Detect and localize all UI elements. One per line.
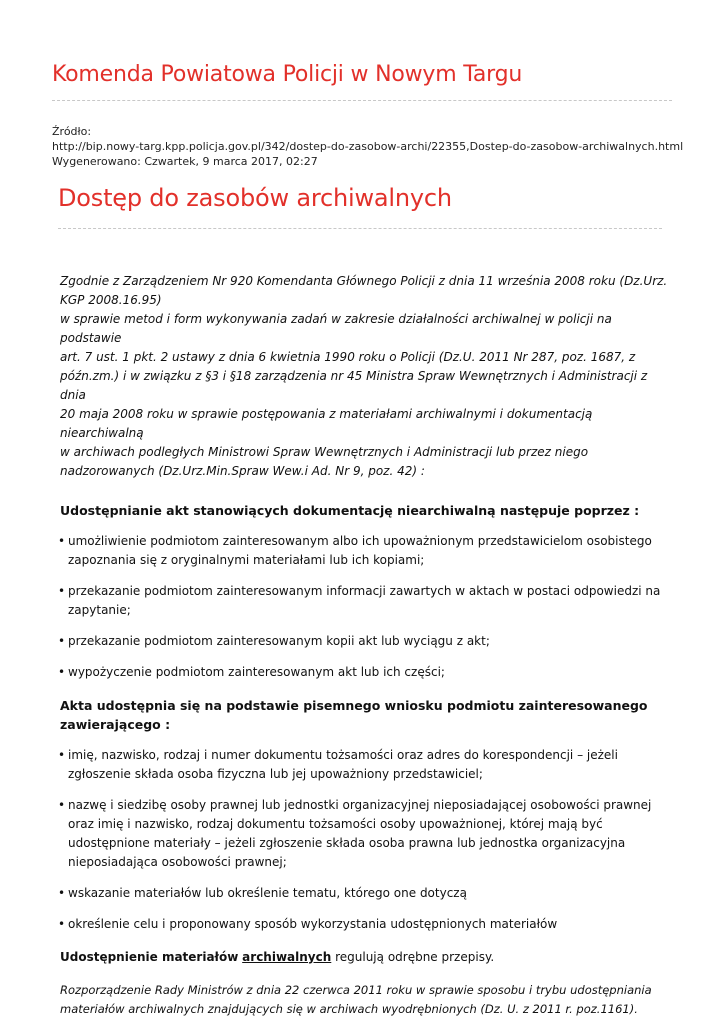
list-item-text: wskazanie materiałów lub określenie tematu, którego one dotyczą [68, 886, 467, 900]
article-content [60, 272, 670, 1019]
bullet-icon: • [58, 798, 66, 812]
list-item [60, 582, 670, 620]
archival-note-bold: Udostępnienie materiałów [60, 950, 239, 964]
list-item-text: nazwę i siedzibę osoby prawnej lub jednostki organizacyjnej nieposiadającej osobowości prawnej oraz imię i nazwisko, rodzaj dokumentu tożsamości osoby upoważnionej, której mają być udostępnione materiały – jeżeli zgłoszenie składa osoba prawna lub jednostka organizacyjna nieposiadająca osobowości prawnej; [68, 798, 652, 869]
generated-timestamp: Wygenerowano: Czwartek, 9 marca 2017, 02:27 [52, 155, 318, 168]
intro-paragraph [60, 272, 670, 481]
list-item-text: przekazanie podmiotom zainteresowanym informacji zawartych w aktach w postaci odpowiedzi na zapytanie; [68, 584, 661, 617]
title-divider [52, 100, 672, 101]
intro-line: art. 7 ust. 1 pkt. 2 ustawy z dnia 6 kwietnia 1990 roku o Policji (Dz.U. 2011 Nr 287, poz. 1687, z [60, 350, 636, 364]
intro-line: późn.zm.) i w związku z §3 i §18 zarządzenia nr 45 Ministra Spraw Wewnętrznych i Administracji z dnia [60, 369, 648, 402]
list-item-text: określenie celu i proponowany sposób wykorzystania udostępnionych materiałów [68, 917, 558, 931]
regulation-reference: Rozporządzenie Rady Ministrów z dnia 22 czerwca 2011 roku w sprawie sposobu i trybu udostępniania materiałów archiwalnych znajdujących się w archiwach wyodrębnionych (Dz. U. z 2011 r. poz.1161). [60, 983, 652, 1016]
article-title-divider [58, 228, 662, 229]
intro-line: w archiwach podległych Ministrowi Spraw Wewnętrznych i Administracji lub przez niego [60, 445, 589, 459]
article-title: Dostęp do zasobów archiwalnych [58, 184, 452, 212]
bullet-icon: • [58, 534, 66, 548]
intro-line: w sprawie metod i form wykonywania zadań w zakresie działalności archiwalnej w policji na podstawie [60, 312, 612, 345]
bullet-icon: • [58, 665, 66, 679]
list-item [60, 915, 670, 934]
list-item [60, 796, 670, 872]
list-item [60, 663, 670, 682]
source-label: Źródło: [52, 125, 92, 138]
site-title: Komenda Powiatowa Policji w Nowym Targu [52, 62, 523, 87]
list-item [60, 884, 670, 903]
list-item-text: umożliwienie podmiotom zainteresowanym albo ich upoważnionym przedstawicielom osobistego zapoznania się z oryginalnymi materiałami lub ich kopiami; [68, 534, 652, 567]
intro-line: Zgodnie z Zarządzeniem Nr 920 Komendanta Głównego Policji z dnia 11 września 2008 roku (Dz.Urz. [60, 274, 668, 288]
section-heading-request: Akta udostępnia się na podstawie pisemnego wniosku podmiotu zainteresowanego zawierającego : [60, 698, 648, 732]
bullet-icon: • [58, 748, 66, 762]
bullet-icon: • [58, 584, 66, 598]
source-url[interactable]: http://bip.nowy-targ.kpp.policja.gov.pl/342/dostep-do-zasobow-archi/22355,Dostep-do-zasobow-archiwalnych.html [52, 140, 684, 153]
list-item [60, 746, 670, 784]
archival-link[interactable]: archiwalnych [242, 950, 332, 964]
intro-line: 20 maja 2008 roku w sprawie postępowania z materiałami archiwalnymi i dokumentacją niearchiwalną [60, 407, 593, 440]
request-contents-list [60, 746, 670, 934]
list-item [60, 632, 670, 651]
list-item-text: wypożyczenie podmiotom zainteresowanym akt lub ich części; [68, 665, 445, 679]
bullet-icon: • [58, 917, 66, 931]
section-heading-sharing: Udostępnianie akt stanowiących dokumentację niearchiwalną następuje poprzez : [60, 503, 640, 518]
list-item [60, 532, 670, 570]
sharing-methods-list [60, 532, 670, 682]
archival-note-rest: regulują odrębne przepisy. [331, 950, 495, 964]
list-item-text: imię, nazwisko, rodzaj i numer dokumentu tożsamości oraz adres do korespondencji – jeżeli zgłoszenie składa osoba fizyczna lub jej upoważniony przedstawiciel; [68, 748, 618, 781]
archival-note [60, 948, 670, 967]
intro-line: nadzorowanych (Dz.Urz.Min.Spraw Wew.i Ad. Nr 9, poz. 42) : [60, 464, 425, 478]
intro-line: KGP 2008.16.95) [60, 293, 162, 307]
list-item-text: przekazanie podmiotom zainteresowanym kopii akt lub wyciągu z akt; [68, 634, 490, 648]
bullet-icon: • [58, 634, 66, 648]
source-info [52, 124, 683, 169]
bullet-icon: • [58, 886, 66, 900]
